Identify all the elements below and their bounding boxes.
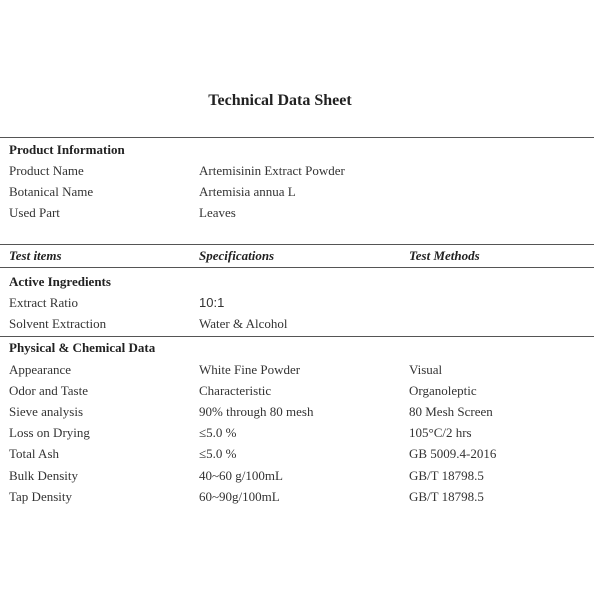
specification: ≤5.0 % xyxy=(199,446,237,461)
info-row-product-name xyxy=(0,161,594,181)
column-header-test-items: Test items xyxy=(9,248,62,263)
specification: ≤5.0 % xyxy=(199,425,237,440)
info-label: Botanical Name xyxy=(9,184,94,199)
column-header-test-methods: Test Methods xyxy=(409,248,480,263)
section-heading-physical-chemical: Physical & Chemical Data xyxy=(9,340,156,355)
test-method: 80 Mesh Screen xyxy=(409,404,493,419)
test-item: Total Ash xyxy=(9,446,60,461)
test-item: Sieve analysis xyxy=(9,404,84,419)
test-method: Visual xyxy=(409,362,443,377)
specification: 10:1 xyxy=(199,295,225,310)
test-method: 105°C/2 hrs xyxy=(409,425,472,440)
test-method: Organoleptic xyxy=(409,383,477,398)
test-item: Bulk Density xyxy=(9,468,78,483)
table-row-tap-density xyxy=(0,487,594,507)
test-item: Solvent Extraction xyxy=(9,316,107,331)
table-header-row xyxy=(0,246,594,266)
test-item: Loss on Drying xyxy=(9,425,90,440)
table-row-total-ash xyxy=(0,444,594,464)
section-heading-product-information: Product Information xyxy=(9,142,125,157)
section-heading-active-ingredients: Active Ingredients xyxy=(9,274,111,289)
info-value: Artemisinin Extract Powder xyxy=(199,163,345,178)
specification: 90% through 80 mesh xyxy=(199,404,314,419)
table-row-odor-and-taste xyxy=(0,381,594,401)
test-item: Tap Density xyxy=(9,489,72,504)
info-label: Used Part xyxy=(9,205,60,220)
info-row-used-part xyxy=(0,203,594,223)
info-value: Leaves xyxy=(199,205,236,220)
table-row-extract-ratio xyxy=(0,293,594,313)
info-label: Product Name xyxy=(9,163,84,178)
divider-header-top xyxy=(0,244,594,245)
info-value: Artemisia annua L xyxy=(199,184,296,199)
table-row-appearance xyxy=(0,360,594,380)
table-row-loss-on-drying xyxy=(0,423,594,443)
document-title: Technical Data Sheet xyxy=(208,92,352,109)
specification: 40~60 g/100mL xyxy=(199,468,283,483)
test-method: GB/T 18798.5 xyxy=(409,489,484,504)
test-item: Appearance xyxy=(9,362,72,377)
divider-physical-chemical xyxy=(0,336,594,337)
table-row-solvent-extraction xyxy=(0,314,594,334)
specification: White Fine Powder xyxy=(199,362,301,377)
test-method: GB 5009.4-2016 xyxy=(409,446,497,461)
column-header-specifications: Specifications xyxy=(199,248,275,263)
specification: Characteristic xyxy=(199,383,272,398)
table-row-sieve-analysis xyxy=(0,402,594,422)
specification: 60~90g/100mL xyxy=(199,489,280,504)
info-row-botanical-name xyxy=(0,182,594,202)
test-item: Odor and Taste xyxy=(9,383,88,398)
specification: Water & Alcohol xyxy=(199,316,288,331)
test-method: GB/T 18798.5 xyxy=(409,468,484,483)
divider-top xyxy=(0,137,594,138)
divider-header-bottom xyxy=(0,267,594,268)
table-row-bulk-density xyxy=(0,466,594,486)
test-item: Extract Ratio xyxy=(9,295,78,310)
